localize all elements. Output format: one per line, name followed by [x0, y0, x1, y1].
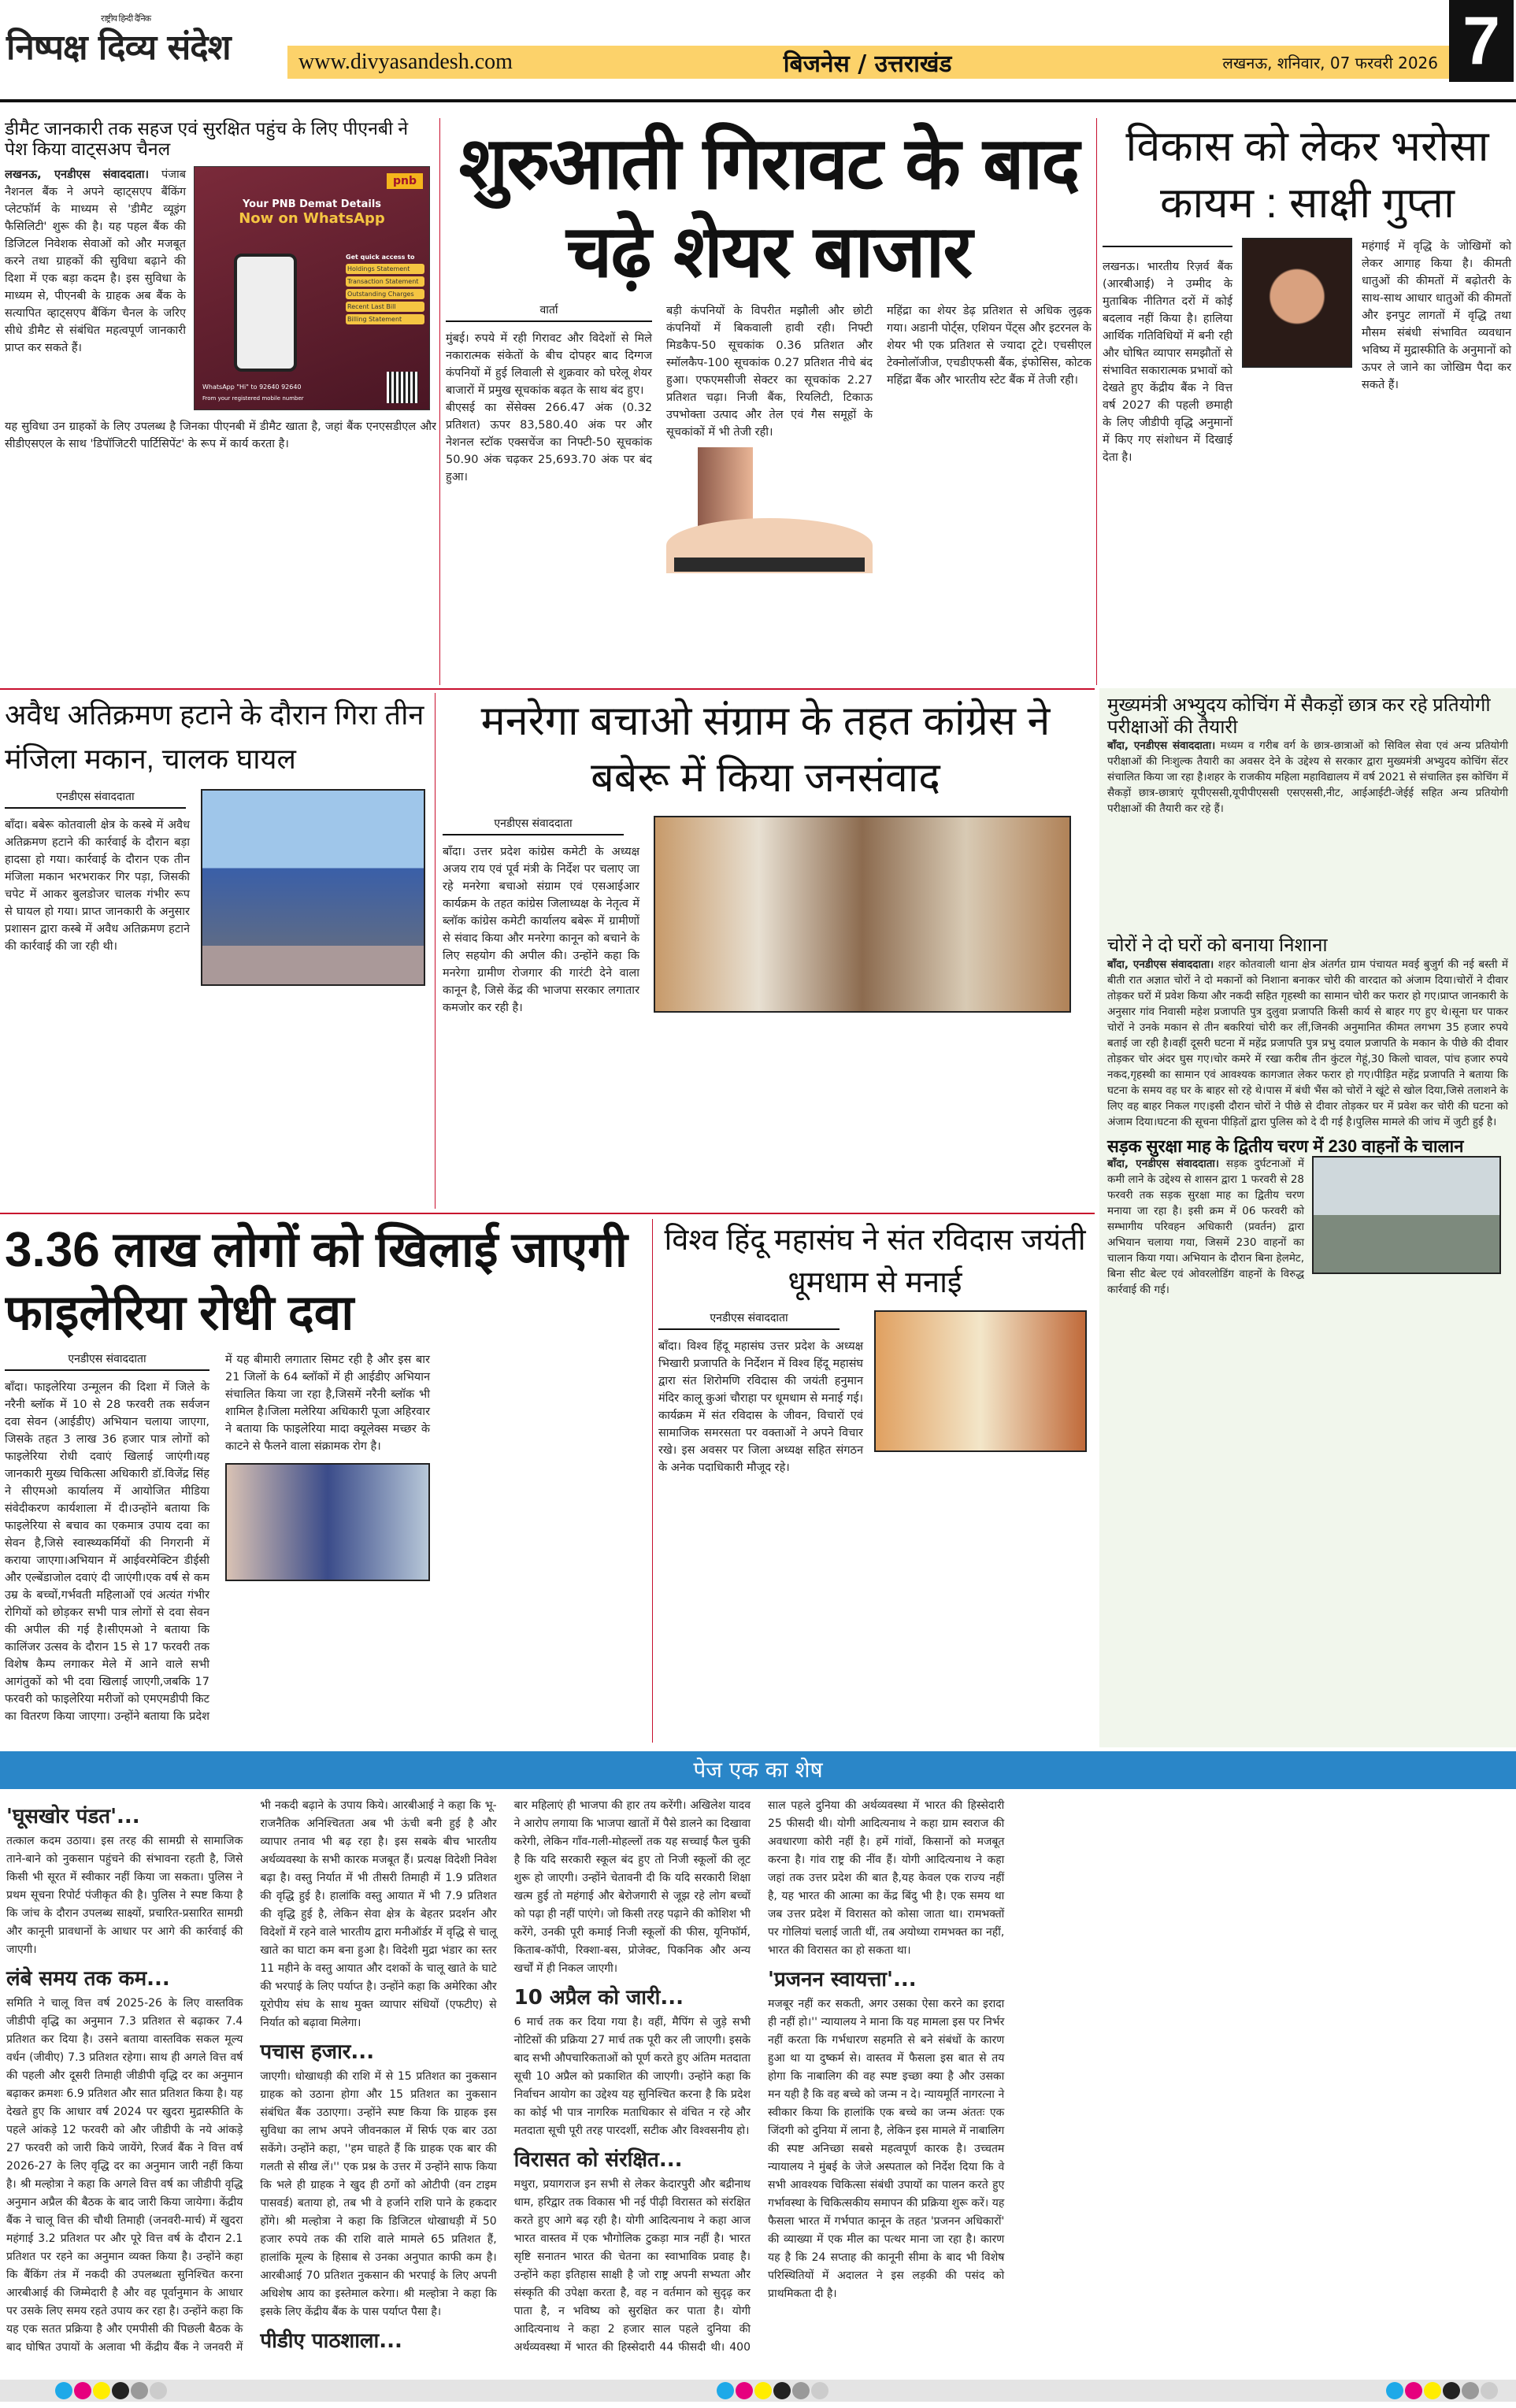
headline: विश्व हिंदू महासंघ ने संत रविदास जयंती धूमधाम से मनाई — [664, 1224, 1086, 1299]
continued-banner: पेज एक का शेष — [0, 1751, 1516, 1789]
continued-section: पीडीए पाठशाला... बार महिलाएं ही भाजपा की हार तय करेंगी। अखिलेश यादव ने आरोप लगाया कि भाजपा खातों में पैसे डालने का दिखावा करेगी, लेकिन गाँव-गली-मोहल्लों तक यह सच्चाई फैल चुकी है कि यदि सरकारी स्कूल बंद हुए तो निजी स्कूलों की लूट शुरू हो जाएगी। उन्होंने चेतावनी दी कि यदि सरकारी शिक्षा खत्म हुई तो महंगाई और बेरोजगारी से जूझ रहे लोग बच्चों को पढ़ा ही नहीं पाएंगे। जो किसी तरह पढ़ाने की कोशिश भी करेंगे, उनकी पूरी कमाई निजी स्कूलों की फीस, यूनिफॉर्म, किताब-कॉपी, रिक्शा-बस, प्रोजेक्ट, पिकनिक और अन्य खर्चों में ही निकल जाएगी। — [260, 1799, 751, 2353]
print-color-bar — [0, 2380, 1516, 2402]
registration-dots-icon — [1386, 2382, 1498, 2399]
article-mnrega: मनरेगा बचाओ संग्राम के तहत कांग्रेस ने बबेरू में किया जनसंवाद एनडीएस संवाददाता बाँदा। उत्तर प्रदेश कांग्रेस कमेटी के अध्यक्ष अजय राय एवं पूर्व मंत्री के निर्देश पर चलाए जा रहे मनरेगा बचाओ संग्राम एवं एसआईआर कार्यक्रम के तहत कांग्रेस जिलाध्यक्ष के नेतृत्व में ब्लॉक कांग्रेस कमेटी कार्यालय बबेरू में ग्रामीणों से संवाद किया और मनरेगा कानून को बचाने के लिए सहयोग की अपील की। उन्होंने कहा कि मनरेगा ग्रामीण रोजगार की गारंटी देने वाला कानून है, जिसे केंद्र की भाजपा सरकार लगातार कमजोर कर रही है। — [443, 693, 1088, 1209]
byline: वार्ता — [446, 302, 652, 322]
headline: डीमैट जानकारी तक सहज एवं सुरक्षित पहुंच के लिए पीएनबी ने पेश किया वाट्सअप चैनल — [5, 118, 409, 160]
pnb-logo: pnb — [387, 173, 423, 189]
website-url[interactable]: www.divyasandesh.com — [298, 50, 513, 74]
column-divider — [652, 1219, 653, 1743]
continued-section: 'घूसखोर पंडत'... तत्काल कदम उठाया। इस तरह की सामग्री से सामाजिक ताने-बाने को नुकसान पहुंचने की संभावना रहती है, जिसे किसी भी सूरत में स्वीकार नहीं किया जा सकता। पुलिस ने प्रथम सूचना रिपोर्ट पंजीकृत की है। पुलिस ने स्पष्ट किया है कि जांच के दौरान उपलब्ध साक्ष्यों, प्रचारित-प्रसारित सामग्री और कानूनी प्रावधानों के आधार पर आगे की कार्रवाई की जाएगी। — [6, 1805, 243, 1956]
byline: एनडीएस संवाददाता — [5, 1351, 209, 1371]
masthead-rule — [0, 99, 1516, 102]
bse-building-image — [666, 447, 873, 573]
section-divider — [0, 1213, 1095, 1214]
registration-dots-icon — [717, 2382, 828, 2399]
section-name: बिजनेस / उत्तराखंड — [783, 50, 952, 78]
column-divider — [1096, 118, 1097, 685]
article-vhm: विश्व हिंदू महासंघ ने संत रविदास जयंती धूमधाम से मनाई एनडीएस संवाददाता बाँदा। विश्व हिंदू महासंघ उत्तर प्रदेश के अध्यक्ष भिखारी प्रजापति के निर्देशन में विश्व हिंदू महासंघ द्वारा संत शिरोमणि रविदास की जयंती हनुमान मंदिर कालू कुआं चौराहा पर धूमधाम से मनाई गई। कार्यक्रम में संत रविदास के जीवन, विचारों एवं सामाजिक समरसता पर वक्ताओं ने अपने विचार रखे। इस अवसर पर जिला अध्यक्ष सहित संगठन के अनेक पदाधिकारी मौजूद रहे। — [658, 1219, 1092, 1743]
issue-date: लखनऊ, शनिवार, 07 फरवरी 2026 — [1222, 53, 1438, 72]
pnb-whatsapp-ad: pnb Your PNB Demat Details Now on WhatsApp Get quick access to Holdings Statement Transaction Statement Outstanding Charges Recent Last Bill Billing Statement WhatsApp "Hi" to 92640 92640 From your registered mobile number — [194, 166, 430, 410]
page-number: 7 — [1449, 0, 1514, 82]
section-band — [287, 46, 1449, 79]
column-divider — [439, 118, 440, 685]
qr-code-icon — [387, 372, 418, 403]
sidebar-local-news: मुख्यमंत्री अभ्युदय कोचिंग में सैकड़ों छात्र कर रहे प्रतियोगी परीक्षाओं की तैयारी बाँदा, एनडीएस संवाददाता। मध्यम व गरीब वर्ग के छात्र-छात्राओं को सिविल सेवा एवं अन्य प्रतियोगी परीक्षाओं की निःशुल्क तैयारी का अवसर देने के उद्देश्य से सरकार द्वारा मुख्यमंत्री अभ्युदय कोचिंग सेंटर संचालित किया जा रहा है।शहर के राजकीय महिला महाविद्यालय में वर्ष 2021 से संचालित इस कोचिंग में सैकड़ों छात्र-छात्राएं यूपीएससी,यूपीपीएससी एसएससी,नीट, आईआईटी-जेईई सहित अन्य प्रतियोगी परीक्षाओं की तैयारी कर रहे हैं। चोरों ने दो घरों को बनाया निशाना बाँदा, एनडीएस संवाददाता। शहर कोतवाली थाना क्षेत्र अंतर्गत ग्राम पंचायत मवई बुजुर्ग की नई बस्ती में बीती रात अज्ञात चोरों ने दो मकानों को निशाना बनाकर चोरी की वारदात को अंजाम दिया।चोरों ने दीवार तोड़कर घरों में प्रवेश किया और नकदी सहित गृहस्थी का सामान चोरी कर फरार हो गए।प्राप्त जानकारी के अनुसार गांव निवासी महेश प्रजापति पुत्र दुलुवा प्रजापति किसी कार्य से बाहर गए हुए थे।सूना घर पाकर चोरों ने उनके मकान से तीन बकरियां चोरी कर लीं,जिनकी अनुमानित कीमत लगभग 35 हजार रुपये बताई जा रही है।वहीं दूसरी घटना में महेंद्र प्रजापति पुत्र प्रभु दयाल प्रजापति के मकान के पीछे की दीवार तोड़कर चोर अंदर घुस गए।चोर कमरे में रखा करीब तीन कुंटल गेहूं,30 किलो चावल, पांच हजार रुपये नकद,गृहस्थी का सामान एवं आवश्यक कागजात लेकर फरार हो गए।पीड़ित महेंद्र प्रजापति ने बताया कि घटना के समय वह घर के बाहर सो रहे थे।पास में बंधी भैंस को चोरों ने खूंटे से खोल दिया,जिसे तलाशने के लिए वह बाहर निकल गए।इसी दौरान चोरों ने पीछे से दीवार तोड़कर घर में प्रवेश कर चोरी की घटना को अंजाम दिया।घटना की सूचना पीड़ितों द्वारा पुलिस को दे दी गई है।पुलिस मामले की जांच में जुटी हुई है। सड़क सुरक्षा माह के द्वितीय चरण में 230 वाहनों के चालान बाँदा, एनडीएस संवाददाता। सड़क दुर्घटनाओं में कमी लाने के उद्देश्य से शासन द्वारा 1 फरवरी से 28 फरवरी तक सड़क सुरक्षा माह का द्वितीय चरण मनाया जा रहा है। इसी क्रम में 06 फरवरी को सम्भागीय परिवहन अधिकारी (प्रवर्तन) द्वारा अभियान चलाया गया, जिसमें 230 वाहनों का चालान किया गया। अभियान के दौरान बिना हेलमेट, बिना सीट बेल्ट एवं ओवरलोडिंग वाहनों के विरुद्ध कार्रवाई की गई। — [1099, 688, 1516, 1747]
congress-meeting-photo — [654, 816, 1071, 1013]
road-safety-photo — [1312, 1156, 1501, 1274]
article-pnb: डीमैट जानकारी तक सहज एवं सुरक्षित पहुंच के लिए पीएनबी ने पेश किया वाट्सअप चैनल लखनऊ, एनडीएस संवाददाता। पंजाब नैशनल बैंक ने अपने व्हाट्सएप बैंकिंग प्लेटफॉर्म के माध्यम से 'डीमैट व्यूइंग फैसिलिटी' शुरू की है। यह पहल बैंक की डिजिटल निवेशक सेवाओं को और मजबूत करने तथा ग्राहकों की सुविधा बढ़ाने की दिशा में एक बड़ा कदम है। इस सुविधा के माध्यम से, पीएनबी के ग्राहक अब बैंक के सत्यापित व्हाट्सएप बैंकिंग चैनल के जरिए सीधे डीमैट से संबंधित महत्वपूर्ण जानकारी प्राप्त कर सकते हैं। pnb Your PNB Demat Details Now on WhatsApp Get quick access to Holdings Statement Transaction Statement Outstanding Charges Recent Last Bill Billing Statement WhatsApp "Hi" to 92640 92640 From your registered mobile number यह सुविधा उन ग्राहकों के लिए उपलब्ध है जिनका पीएनबी में डीमैट खाता है, जहां बैंक एनएसडीएल और सीडीएसएल के साथ 'डिपॉजिटरी पार्टिसिपेंट' के रूप में कार्य करता है। — [5, 118, 436, 450]
collapsed-house-photo — [201, 789, 425, 986]
filaria-workshop-photo — [225, 1463, 430, 1581]
headline: 3.36 लाख लोगों को खिलाई जाएगी फाइलेरिया रोधी दवा — [5, 1223, 628, 1340]
phone-icon — [234, 254, 297, 372]
continued-section: विरासत को संरक्षित... मथुरा, प्रयागराज इन सभी से लेकर केदारपुरी और बद्रीनाथ धाम, हरिद्वार तक विकास भी नई पीढ़ी विरासत को संरक्षित करते हुए आगे बढ़ रही है। योगी आदित्यनाथ ने कहा आज भारत वास्तव में एक भौगोलिक टुकड़ा मात्र नहीं है। भारत सृष्टि सनातन भारत की चेतना का स्वाभाविक प्रवाह है। उन्होंने कहा इतिहास साक्षी है जो राष्ट्र अपनी सभ्यता और संस्कृति की उपेक्षा करता है, वह न वर्तमान को सुदृढ़ कर पाता है, न भविष्य को सुरक्षित कर पाता है। योगी आदित्यनाथ ने कहा 2 हजार साल पहले दुनिया की अर्थव्यवस्था में भारत की हिस्सेदारी 44 फीसदी थी। 400 साल पहले दुनिया की अर्थव्यवस्था में भारत की हिस्सेदारी 25 फीसदी थी। योगी आदित्यनाथ ने कहा ग्राम स्वराज की अवधारणा कोरी नहीं है। हमें गांवों, किसानों को मजबूत करना है। गांव राष्ट्र की नींव हैं। योगी आदित्यनाथ ने कहा जहां तक उत्तर प्रदेश की बात है,यह केवल एक राज्य नहीं है, यह भारत की आत्मा का केंद्र बिंदु भी है। एक समय था जब उत्तर प्रदेश में विरासत को कोसा जाता था। रामभक्तों पर गोलियां चलाई जाती थीं, तब अयोध्या रामभक्त का नहीं, भारत की विरासत का हो सकता था। — [513, 1799, 1005, 2354]
ravidas-jayanti-photo — [874, 1310, 1087, 1452]
article-sakshi-gupta: विकास को लेकर भरोसा कायम : साक्षी गुप्ता लखनऊ। भारतीय रिज़र्व बैंक (आरबीआई) ने उम्मीद के मुताबिक नीतिगत दरों में कोई बदलाव नहीं किया है। हालिया आर्थिक गतिविधियों में बनी रही और घोषित व्यापार समझौतों से संभावित सकारात्मक प्रभावों को देखते हुए केंद्रीय बैंक ने वित्त वर्ष 2027 की पहली छमाही के लिए जीडीपी वृद्धि अनुमानों में किए गए संशोधन में दिखाई देता है। महंगाई में वृद्धि के जोखिमों को लेकर आगाह किया है। कीमती धातुओं की कीमतों में बढ़ोतरी के साथ-साथ आधार धातुओं की कीमतों और इनपुट लागतों में वृद्धि तथा मौसम संबंधी संभावित व्यवधान भविष्य में मुद्रास्फीति के अनुमानों को ऊपर ले जाने का जोखिम पैदा कर सकते हैं। — [1103, 118, 1512, 685]
column-divider — [435, 693, 436, 1209]
sakshi-gupta-photo — [1242, 238, 1352, 368]
section-divider — [0, 688, 1095, 690]
article-filaria: 3.36 लाख लोगों को खिलाई जाएगी फाइलेरिया रोधी दवा एनडीएस संवाददाता बाँदा। फाइलेरिया उन्मूलन की दिशा में जिले के नरैनी ब्लॉक में 10 से 28 फरवरी तक सर्वजन दवा सेवन (आईडीए) अभियान चलाया जाएगा, जिसके तहत 3 लाख 36 हजार पात्र लोगों को फाइलेरिया रोधी दवाएं खिलाई जाएंगी।यह जानकारी मुख्य चिकित्सा अधिकारी डॉ.विजेंद्र सिंह ने सीएमओ कार्यालय में आयोजित मीडिया संवेदीकरण कार्यशाला में दी।उन्होंने बताया कि फाइलेरिया से बचाव का एकमात्र उपाय दवा का सेवन है,जिसे स्वास्थ्यकर्मियों की निगरानी में कराया जाएगा।अभियान में आईवरमेक्टिन डीईसी और एल्बेंडाजोल दवाएं दी जाएंगी।एक वर्ष से कम उम्र के बच्चों,गर्भवती महिलाओं एवं अत्यंत गंभीर रोगियों को छोड़कर सभी पात्र लोगों से दवा सेवन की अपील की गई है।सीएमओ ने बताया कि कालिंजर उत्सव के दौरान 15 से 17 फरवरी तक विशेष कैम्प लगाकर मेले में आने वाले सभी आगंतुकों को भी दवा खिलाई जाएगी,जबकि 17 फरवरी को फाइलेरिया मरीजों को एमएमडीपी किट का वितरण किया जाएगा। उन्होंने बताया कि प्रदेश में यह बीमारी लगातार सिमट रही है और इस बार 21 जिलों के 64 ब्लॉकों में ही आईडीए अभियान संचालित किया जा रहा है,जिसमें नरैनी ब्लॉक भी शामिल है।जिला मलेरिया अधिकारी पूजा अहिरवार ने बताया कि फाइलेरिया मादा क्यूलेक्स मच्छर के काटने से फैलने वाला संक्रामक रोग है। — [5, 1219, 651, 1743]
newspaper-logo: राष्ट्रीय हिन्दी दैनिक निष्पक्ष दिव्य संदेश — [6, 13, 231, 68]
continued-section: पचास हजार... जाएगी। धोखाधड़ी की राशि में से 15 प्रतिशत का नुकसान ग्राहक को उठाना होगा और 15 प्रतिशत का नुकसान संबंधित बैंक उठाएगा। उन्होंने स्पष्ट किया कि ग्राहक इस सुविधा का लाभ अपने जीवनकाल में सिर्फ एक बार उठा सकेंगे। उन्होंने कहा, ''हम चाहते हैं कि ग्राहक एक बार की गलती से सीख लें।'' एक प्रश्न के उत्तर में उन्होंने साफ किया कि भले ही ग्राहक ने खुद ही ठगों को ओटीपी (वन टाइम पासवर्ड) बताया हो, तब भी वे हर्जाने राशि पाने के हकदार होंगे। श्री मल्होत्रा ने कहा कि डिजिटल धोखाधड़ी में 50 हजार रुपये तक की राशि वाले मामले 65 प्रतिशत हैं, हालांकि मूल्य के हिसाब से उनका अनुपात काफी कम है। आरबीआई 70 प्रतिशत नुकसान की भरपाई के लिए अपनी अधिशेष आय का इस्तेमाल करेगा। श्री मल्होत्रा ने कहा कि इसके लिए केंद्रीय बैंक के पास पर्याप्त पैसा है। — [260, 2040, 497, 2318]
headline: विकास को लेकर भरोसा कायम : साक्षी गुप्ता — [1125, 123, 1489, 227]
headline: मनरेगा बचाओ संग्राम के तहत कांग्रेस ने बबेरू में किया जनसंवाद — [480, 698, 1051, 801]
article-share-market: शुरुआती गिरावट के बाद चढ़े शेयर बाजार वार्ता मुंबई। रुपये में रही गिरावट और विदेशों से मिले नकारात्मक संकेतों के बीच दोपहर बाद दिग्गज कंपनियों में हुई लिवाली से शुक्रवार को घरेलू शेयर बाजारों में प्रमुख सूचकांक बढ़त के साथ बंद हुए। बीएसई का सेंसेक्स 266.47 अंक (0.32 प्रतिशत) ऊपर 83,580.40 अंक पर और नेशनल स्टॉक एक्सचेंज का निफ्टी-50 सूचकांक 50.90 अंक चढ़कर 25,693.70 अंक पर बंद हुआ। बड़ी कंपनियों के विपरीत मझौली और छोटी कंपनियों में बिकवाली हावी रही। निफ्टी मिडकैप-50 सूचकांक 0.36 प्रतिशत और स्मॉलकैप-100 सूचकांक 0.27 प्रतिशत नीचे बंद हुआ। एफएमसीजी सेक्टर का सूचकांक 2.27 प्रतिशत चढ़ा। निजी बैंक, रियलिटी, टिकाऊ उपभोक्ता उत्पाद और तेल एवं गैस समूहों के सूचकांकों में भी तेजी रही। महिंद्रा का शेयर डेढ़ प्रतिशत से अधिक लुढ़क गया। अडानी पोर्ट्स, एशियन पेंट्स और इटरनल के शेयर भी एक प्रतिशत से ज्यादा टूटे। एचसीएल टेक्नोलॉजीज, एचडीएफसी बैंक, इंफोसिस, कोटक महिंद्रा बैंक और भारतीय स्टेट बैंक में तेजी रही। — [446, 120, 1092, 685]
article-encroachment: अवैध अतिक्रमण हटाने के दौरान गिरा तीन मंजिला मकान, चालक घायल एनडीएस संवाददाता बाँदा। बबेरू कोतवाली क्षेत्र के कस्बे में अवैध अतिक्रमण हटाने की कार्रवाई के दौरान बड़ा हादसा हो गया। कार्रवाई के दौरान एक तीन मंजिला मकान भरभराकर गिर पड़ा, जिसकी चपेट में आकर बुलडोजर चालक गंभीर रूप से घायल हो गया। प्राप्त जानकारी के अनुसार प्रशासन द्वारा कस्बे में अवैध अतिक्रमण हटाने की कार्रवाई की जा रही थी। — [5, 693, 430, 1209]
continued-columns — [6, 1797, 1512, 2372]
continued-section: लंबे समय तक कम... समिति ने चालू वित्त वर्ष 2025-26 के लिए वास्तविक जीडीपी वृद्धि का अनुमान 7.3 प्रतिशत से बढ़ाकर 7.4 प्रतिशत कर दिया है। उसने बताया वास्तविक सकल मूल्य वर्धन (जीवीए) 7.3 प्रतिशत रहेगा। साथ ही अगले वित्त वर्ष की पहली और दूसरी तिमाही जीडीपी वृद्धि दर का अनुमान बढ़ाकर क्रमशः 6.9 प्रतिशत और सात प्रतिशत किया है। यह देखते हुए कि आधार वर्ष 2024 पर खुदरा मुद्रास्फीति के पहले आंकड़े 12 फरवरी को और जीडीपी के नये आंकड़े 27 फरवरी को जारी किये जायेंगे, रिजर्व बैंक ने वित्त वर्ष 2026-27 के लिए वृद्धि दर का अनुमान जारी नहीं किया है। श्री मल्होत्रा ने कहा कि अगले वित्त वर्ष का जीडीपी वृद्धि अनुमान अप्रैल की बैठक के बाद जारी किया जायेगा। केंद्रीय बैंक ने चालू वित्त की चौथी तिमाही (जनवरी-मार्च) में खुदरा महंगाई 3.2 प्रतिशत पर और पूरे वित्त वर्ष के दौरान 2.1 प्रतिशत पर रहने का अनुमान व्यक्त किया है। उन्होंने कहा कि बैंकिंग तंत्र में नकदी की उपलब्धता सुनिश्चित करना आरबीआई की जिम्मेदारी है और वह पूर्वानुमान के आधार पर उसके लिए समय रहते उपाय कर रहा है। उन्होंने कहा कि यह एक सतत प्रक्रिया है और एमपीसी की पिछली बैठक के बाद घोषित उपायों के अलावा भी केंद्रीय बैंक ने जनवरी में भी नकदी बढ़ाने के उपाय किये। आरबीआई ने कहा कि भू-राजनैतिक अनिश्चितता अब भी ऊंची बनी हुई है और व्यापार तनाव भी बढ़ रहा है। इस सबके बीच भारतीय अर्थव्यवस्था के सभी कारक मजबूत हैं। प्रत्यक्ष विदेशी निवेश बढ़ा है। वस्तु निर्यात में भी तीसरी तिमाही में 1.9 प्रतिशत की वृद्धि हुई है। हालांकि वस्तु आयात में भी 7.9 प्रतिशत की वृद्धि हुई है, लेकिन सेवा क्षेत्र के बेहतर प्रदर्शन और विदेशों में रहने वाले भारतीय द्वारा मनीऑर्डर में वृद्धि से चालू खाते का घाटा कम बना हुआ है। विदेशी मुद्रा भंडार का स्तर 11 महीने के वस्तु आयात और दशकों के चालू खाते के घाटे की भरपाई के लिए पर्याप्त है। उन्होंने कहा कि अमेरिका और यूरोपीय संघ के साथ मुक्त व्यापार संधियों (एफटीए) से निर्यात को बढ़ावा मिलेगा। — [6, 1799, 497, 2354]
continued-section: 10 अप्रैल को जारी... 6 मार्च तक कर दिया गया है। वहीं, मैपिंग से जुड़े सभी नोटिसों की प्रक्रिया 27 मार्च तक पूरी कर ली जाएगी। इसके बाद सभी औपचारिकताओं को पूर्ण करते हुए अंतिम मतदाता सूची 10 अप्रैल को प्रकाशित की जाएगी। उन्होंने कहा कि निर्वाचन आयोग का उद्देश्य यह सुनिश्चित करना है कि प्रदेश का कोई भी पात्र नागरिक मताधिकार से वंचित न रहे और मतदाता सूची पूरी तरह पारदर्शी, सटीक और विश्वसनीय हो। — [513, 1986, 751, 2137]
continued-section: 'प्रजनन स्वायत्ता'... मजबूर नहीं कर सकती, अगर उसका ऐसा करने का इरादा ही नहीं हो।'' न्यायालय ने माना कि यह मामला इस पर निर्भर नहीं करता कि गर्भधारण सहमति से बने संबंधों के कारण हुआ था या दुष्कर्म से। वास्तव में फैसला इस बात से तय होगा कि नाबालिग की वह स्पष्ट इच्छा क्या है और उसका मन यही है कि वह बच्चे को जन्म न दे। न्यायमूर्ति नागरत्ना ने स्वीकार किया कि हालांकि एक बच्चे का जन्म अंततः एक जिंदगी को दुनिया में लाना है, लेकिन इस मामले में नाबालिग की स्पष्ट अनिच्छा सबसे महत्वपूर्ण कारक है। उच्चतम न्यायालय ने मुंबई के जेजे अस्पताल को निर्देश दिया कि वे सभी आवश्यक चिकित्सा संबंधी उपायों का पालन करते हुए गर्भावस्था के चिकित्सकीय समापन की प्रक्रिया शुरू करें। यह फैसला भारत में गर्भपात कानून के तहत 'प्रजनन अधिकारों' की व्याख्या में एक मील का पत्थर माना जा रहा है। कारण यह है कि 24 सप्ताह की कानूनी सीमा के बाद भी विशेष परिस्थितियों में अदालत ने इस लड़की की पसंद को प्राथमिकता दी है। — [767, 1968, 1005, 2300]
headline: अवैध अतिक्रमण हटाने के दौरान गिरा तीन मंजिला मकान, चालक घायल — [5, 698, 424, 775]
registration-dots-icon — [55, 2382, 167, 2399]
headline: शुरुआती गिरावट के बाद चढ़े शेयर बाजार — [458, 121, 1079, 294]
